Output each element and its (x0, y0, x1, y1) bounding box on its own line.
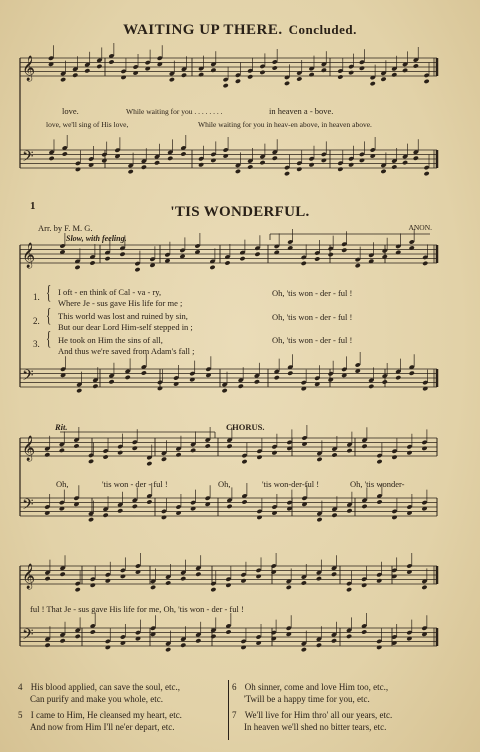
chorus-label: CHORUS. (226, 422, 265, 432)
verse-line: And thus we're saved from Adam's fall ; (58, 346, 195, 356)
song1-lyric-2b: While waiting for you in heav-en above, in heaven above. (198, 120, 372, 129)
svg-text:𝄢: 𝄢 (22, 496, 34, 517)
stanza-line: Oh sinner, come and love Him too, etc., (244, 682, 389, 692)
verse-line: This world was lost and ruined by sin, (58, 311, 188, 321)
svg-text:𝄞: 𝄞 (22, 243, 36, 268)
chorus-lyric: 'tis won - der - ful ! (102, 479, 168, 489)
stanza-number: 6 (232, 682, 237, 692)
song1-lyric-1b: While waiting for you . . . . . . . . (126, 107, 223, 116)
arranger: Arr. by F. M. G. (38, 223, 93, 233)
song-title-2: 'TIS WONDERFUL. (170, 204, 310, 220)
verse-line: But our dear Lord Him-self stepped in ; (58, 322, 193, 332)
refrain-line: Oh, 'tis won - der - ful ! (272, 335, 353, 345)
verse-number-3: 3. (33, 339, 40, 349)
verse-brace: { (46, 328, 52, 350)
svg-text:𝄞: 𝄞 (22, 564, 36, 589)
stanza-line: In heaven we'll shed no bitter tears, etc. (244, 721, 387, 732)
stanza-number: 4 (18, 682, 23, 692)
stanza-7 (232, 710, 392, 733)
stanza-line: We'll live for Him thro' all our years, etc. (244, 710, 393, 720)
tempo-marking: Slow, with feeling. (66, 234, 127, 243)
chorus-lyric: 'tis won-der-ful ! (262, 479, 320, 489)
verse-number-2: 2. (33, 316, 40, 326)
verse-brace: { (46, 305, 52, 327)
verse-number-1: 1. (33, 292, 40, 302)
refrain-line: Oh, 'tis won - der - ful ! (272, 312, 353, 322)
title-subtitle: Concluded. (288, 22, 357, 37)
stanza-number: 5 (18, 710, 23, 720)
stanza-number: 7 (232, 710, 237, 720)
stanza-line: 'Twill be a happy time for you, etc. (244, 693, 370, 704)
svg-text:𝄢: 𝄢 (22, 367, 34, 388)
verse-line: I oft - en think of Cal - va - ry, (58, 287, 162, 297)
song1-lyric-1c: in heaven a - bove. (269, 106, 334, 116)
stanza-5 (18, 710, 182, 733)
svg-text:𝄢: 𝄢 (22, 148, 34, 169)
chorus-lyric: Oh, (56, 479, 69, 489)
stanza-line: And now from Him I'll ne'er depart, etc. (30, 721, 175, 732)
stanza-line: I came to Him, He cleansed my heart, etc. (30, 710, 182, 720)
stanza-4 (18, 682, 180, 705)
composer: ANON. (408, 223, 432, 232)
song1-lyric-1a: love. (62, 106, 79, 116)
refrain-line: Oh, 'tis won - der - ful ! (272, 288, 353, 298)
stanza-6 (232, 682, 388, 705)
svg-text:𝄞: 𝄞 (22, 436, 36, 461)
song-number: 1 (30, 200, 36, 212)
chorus-lyric: Oh, (218, 479, 231, 489)
stanza-divider (228, 680, 229, 740)
rit-marking: Rit. (55, 422, 68, 432)
chorus-lyric-2: ful ! That Je - sus gave His life for me, Oh, 'tis won - der - ful ! (30, 604, 244, 614)
svg-text:𝄢: 𝄢 (22, 626, 34, 647)
verse-brace: { (46, 282, 52, 304)
verse-line: He took on Him the sins of all, (58, 335, 163, 345)
song1-lyric-2a: love, we'll sing of His love, (46, 120, 129, 129)
chorus-lyric: Oh, 'tis wonder- (350, 479, 405, 489)
verse-line: Where Je - sus gave His life for me ; (58, 298, 183, 308)
svg-text:𝄞: 𝄞 (22, 56, 36, 81)
stanza-line: His blood applied, can save the soul, etc., (30, 682, 180, 692)
title-text: WAITING UP THERE. (123, 22, 283, 38)
stanza-line: Can purify and make you whole, etc. (30, 693, 163, 704)
